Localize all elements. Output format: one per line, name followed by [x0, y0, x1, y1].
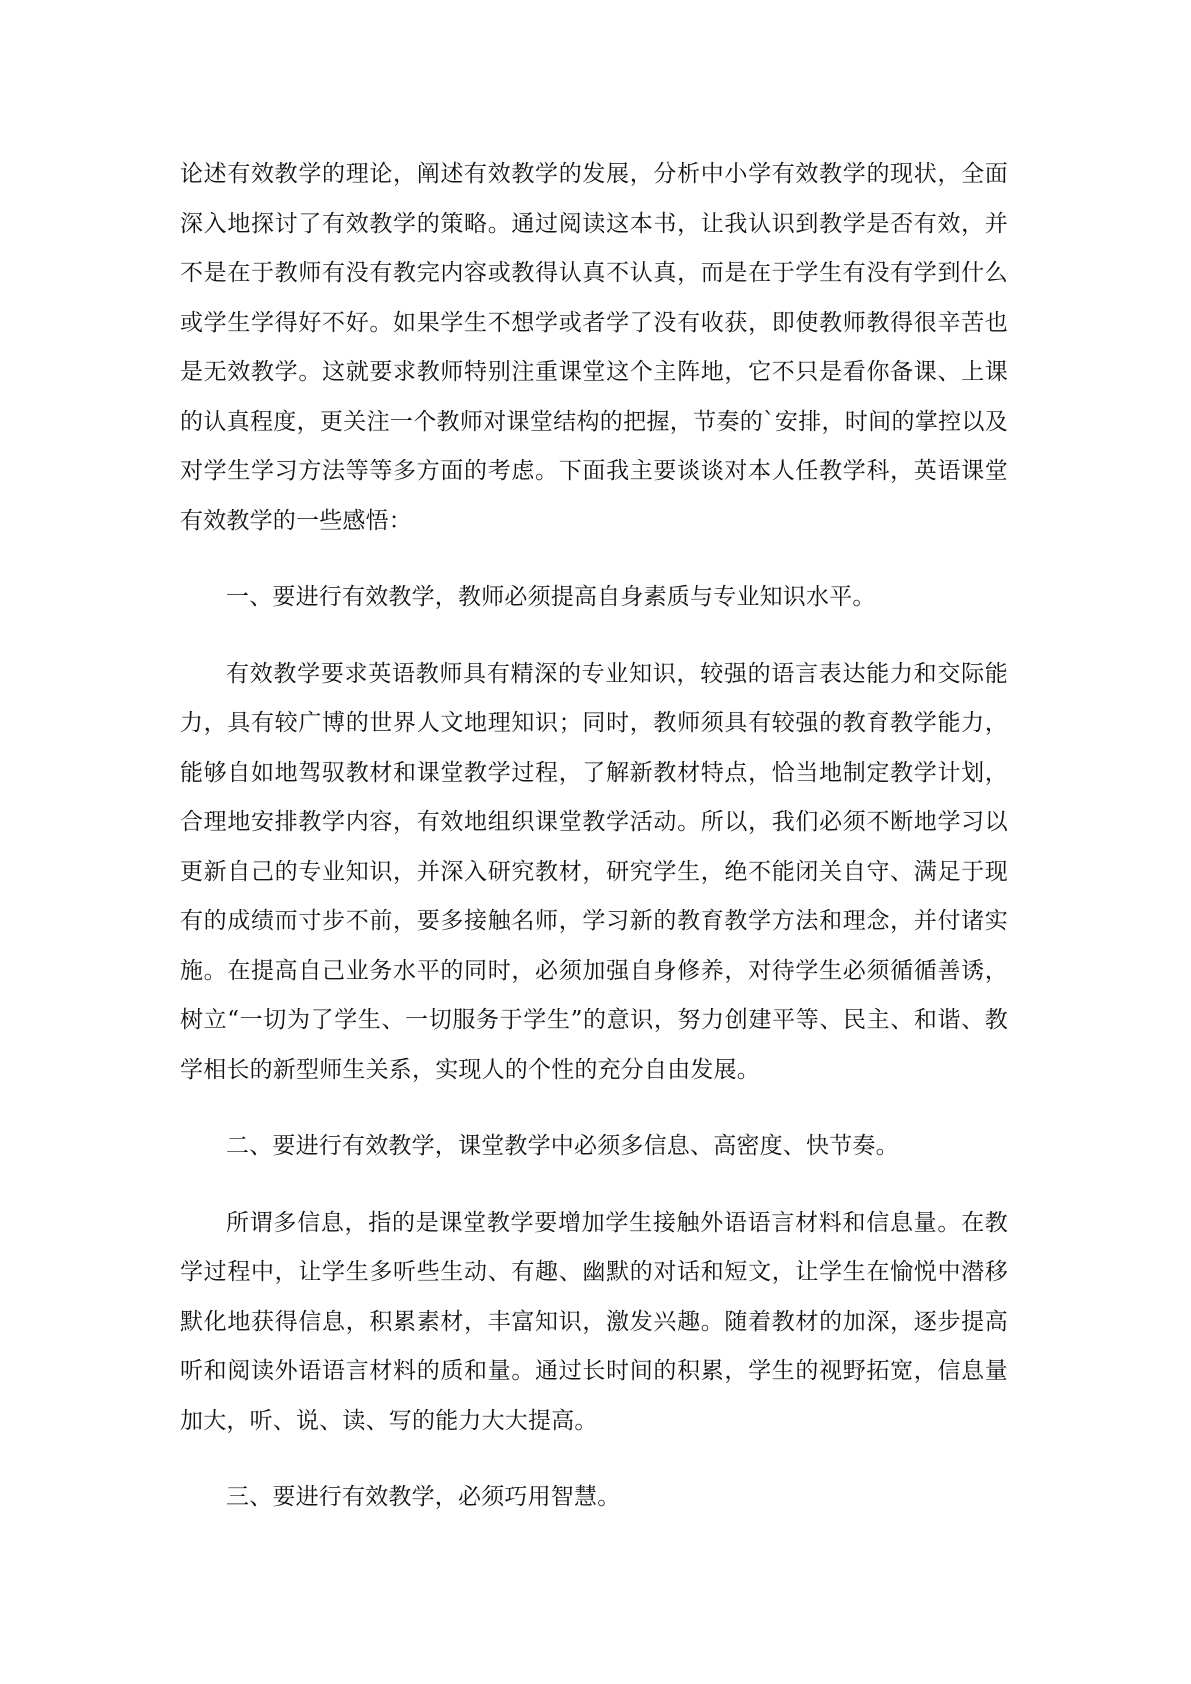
paragraph-section-2: 所谓多信息，指的是课堂教学要增加学生接触外语语言材料和信息量。在教学过程中，让学生多听些生动、有趣、幽默的对话和短文，让学生在愉悦中潜移默化地获得信息，积累素材，丰富知识，激发兴趣。随着教材的加深，逐步提高听和阅读外语语言材料的质和量。通过长时间的积累，学生的视野拓宽，信息量加大，听、说、读、写的能力大大提高。 — [180, 1209, 1008, 1434]
paragraph-intro: 论述有效教学的理论，阐述有效教学的发展，分析中小学有效教学的现状，全面深入地探讨了有效教学的策略。通过阅读这本书，让我认识到教学是否有效，并不是在于教师有没有教完内容或教得认真不认真，而是在于学生有没有学到什么或学生学得好不好。如果学生不想学或者学了没有收获，即使教师教得很辛苦也是无效教学。这就要求教师特别注重课堂这个主阵地，它不只是看你备课、上课的认真程度，更关注一个教师对课堂结构的把握，节奏的`安排，时间的掌控以及对学生学习方法等等多方面的考虑。下面我主要谈谈对本人任教学科，英语课堂有效教学的一些感悟： — [180, 161, 1008, 534]
document-body — [180, 150, 1008, 1550]
section-heading-1: 一、要进行有效教学，教师必须提高自身素质与专业知识水平。 — [226, 584, 876, 610]
section-heading-2: 二、要进行有效教学，课堂教学中必须多信息、高密度、快节奏。 — [226, 1133, 899, 1159]
paragraph-section-1: 有效教学要求英语教师具有精深的专业知识，较强的语言表达能力和交际能力，具有较广博的世界人文地理知识；同时，教师须具有较强的教育教学能力，能够自如地驾驭教材和课堂教学过程，了解新教材特点，恰当地制定教学计划，合理地安排教学内容，有效地组织课堂教学活动。所以，我们必须不断地学习以更新自己的专业知识，并深入研究教材，研究学生，绝不能闭关自守、满足于现有的成绩而寸步不前，要多接触名师，学习新的教育教学方法和理念，并付诸实施。在提高自己业务水平的同时，必须加强自身修养，对待学生必须循循善诱，树立“一切为了学生、一切服务于学生”的意识，努力创建平等、民主、和谐、教学相长的新型师生关系，实现人的个性的充分自由发展。 — [180, 660, 1008, 1083]
section-heading-3: 三、要进行有效教学，必须巧用智慧。 — [226, 1484, 621, 1510]
